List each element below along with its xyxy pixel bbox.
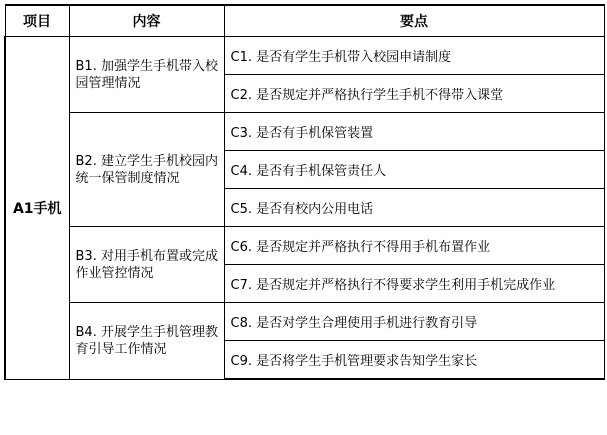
point-cell-c4: C4. 是否有手机保管责任人	[224, 151, 604, 189]
point-cell-c6: C6. 是否规定并严格执行不得用手机布置作业	[224, 227, 604, 265]
content-cell-b4: B4. 开展学生手机管理教育引导工作情况	[69, 303, 224, 380]
content-cell-b2: B2. 建立学生手机校园内统一保管制度情况	[69, 113, 224, 227]
content-cell-b3: B3. 对用手机布置或完成作业管控情况	[69, 227, 224, 303]
point-cell-c5: C5. 是否有校内公用电话	[224, 189, 604, 227]
content-cell-b1: B1. 加强学生手机带入校园管理情况	[69, 37, 224, 113]
table-row	[5, 37, 604, 75]
point-cell-c7: C7. 是否规定并严格执行不得要求学生利用手机完成作业	[224, 265, 604, 303]
point-cell-c1: C1. 是否有学生手机带入校园申请制度	[224, 37, 604, 75]
table-row	[5, 113, 604, 151]
inspection-table	[4, 4, 605, 380]
header-content: 内容	[69, 5, 224, 37]
point-cell-c8: C8. 是否对学生合理使用手机进行教育引导	[224, 303, 604, 341]
point-cell-c2: C2. 是否规定并严格执行学生手机不得带入课堂	[224, 75, 604, 113]
point-cell-c9: C9. 是否将学生手机管理要求告知学生家长	[224, 341, 604, 380]
header-row	[5, 5, 604, 37]
header-project: 项目	[5, 5, 69, 37]
table-row	[5, 227, 604, 265]
point-cell-c3: C3. 是否有手机保管装置	[224, 113, 604, 151]
table-row	[5, 303, 604, 341]
project-cell: A1手机	[5, 37, 69, 380]
header-points: 要点	[224, 5, 604, 37]
